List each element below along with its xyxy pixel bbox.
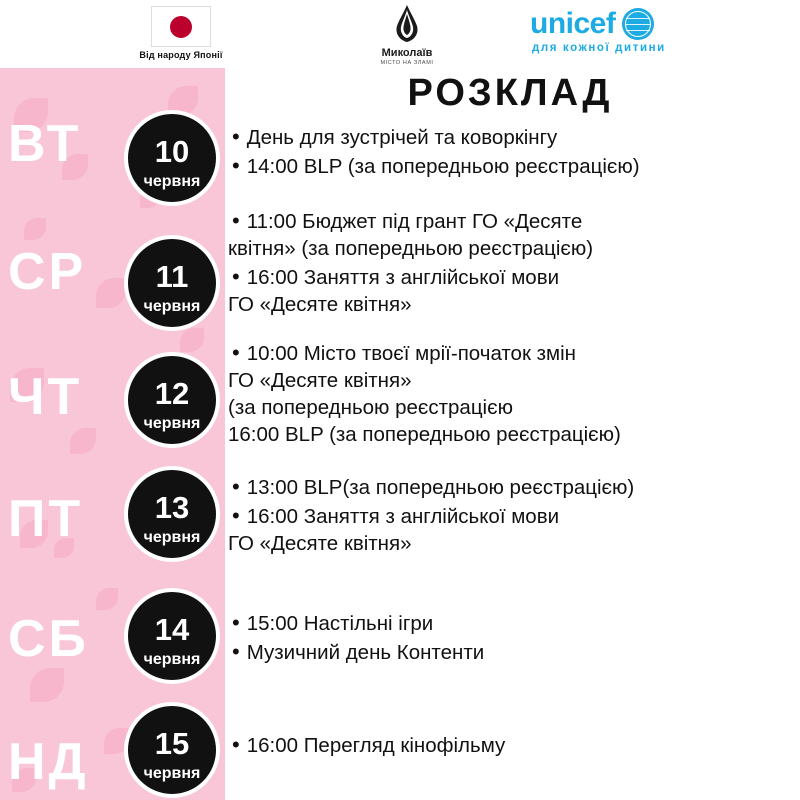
date-circle-14 (124, 588, 220, 684)
japan-flag-icon (151, 6, 211, 47)
date-number-5: 15 (154, 726, 190, 761)
date-circle-12 (124, 352, 220, 448)
date-month-2: червня (143, 415, 201, 432)
event-line: • 10:00 Місто твоєї мрії-початок змін (228, 338, 800, 367)
event-line: • День для зустрічей та коворкінгу (228, 122, 800, 151)
date-circle-11 (124, 235, 220, 331)
event-line: • 16:00 Перегляд кінофільму (228, 730, 800, 759)
unicef-globe-icon (622, 8, 654, 40)
weekday-label-5: НД (8, 733, 89, 791)
event-line: ГО «Десяте квітня» (228, 532, 412, 556)
weekday-label-2: ЧТ (8, 368, 83, 426)
date-month-1: червня (143, 298, 201, 315)
event-line: • 16:00 Заняття з англійської мови (228, 262, 800, 291)
date-number-1: 11 (155, 259, 189, 294)
date-circle-15 (124, 702, 220, 798)
event-line: (за попередньою реєстрацією (228, 396, 513, 420)
weekday-label-0: ВТ (8, 115, 82, 173)
date-number-0: 10 (154, 134, 190, 169)
date-month-5: червня (143, 765, 201, 782)
date-month-0: червня (143, 173, 201, 190)
event-line: • 14:00 BLP (за попередньою реєстрацією) (228, 151, 800, 180)
mykolaiv-city-name: Миколаїв (381, 47, 433, 59)
japan-donor-logo (126, 6, 236, 60)
event-group-wednesday (228, 206, 800, 318)
event-line: • 13:00 BLP(за попередньою реєстрацією) (228, 472, 800, 501)
date-month-4: червня (143, 651, 201, 668)
japan-caption: Від народу Японії (139, 50, 223, 60)
event-line: ГО «Десяте квітня» (228, 369, 412, 393)
event-group-tuesday (228, 122, 800, 180)
unicef-wordmark: unicef (530, 7, 616, 40)
event-group-thursday (228, 338, 800, 448)
event-line: • 15:00 Настільні ігри (228, 608, 800, 637)
unicef-logo (530, 8, 710, 54)
event-line: • 11:00 Бюджет під грант ГО «Десяте (228, 206, 800, 235)
unicef-tagline: для кожної дитини (532, 42, 666, 54)
date-number-4: 14 (154, 612, 190, 647)
event-line: ГО «Десяте квітня» (228, 293, 412, 317)
date-number-2: 12 (154, 376, 190, 411)
weekday-label-4: СБ (8, 610, 89, 668)
header-logos (0, 0, 800, 68)
mykolaiv-city-subtitle: МІСТО НА ЗЛАМІ (380, 60, 434, 66)
event-line: • Музичний день Контенти (228, 637, 800, 666)
mykolaiv-logo (352, 4, 462, 66)
weekday-label-1: СР (8, 243, 87, 301)
date-circle-13 (124, 466, 220, 562)
event-group-sunday (228, 730, 800, 759)
event-line: • 16:00 Заняття з англійської мови (228, 501, 800, 530)
date-month-3: червня (143, 529, 201, 546)
page-title: РОЗКЛАД (407, 72, 613, 114)
event-group-friday (228, 472, 800, 557)
mykolaiv-city-logo-icon (383, 4, 431, 46)
date-number-3: 13 (154, 490, 190, 525)
japan-flag-disc-icon (170, 16, 192, 38)
date-circle-10 (124, 110, 220, 206)
weekday-label-3: ПТ (8, 490, 84, 548)
event-group-saturday (228, 608, 800, 666)
schedule-events (228, 110, 800, 800)
event-line: 16:00 BLP (за попередньою реєстрацією) (228, 423, 621, 447)
event-line: квітня» (за попередньою реєстрацією) (228, 237, 594, 261)
